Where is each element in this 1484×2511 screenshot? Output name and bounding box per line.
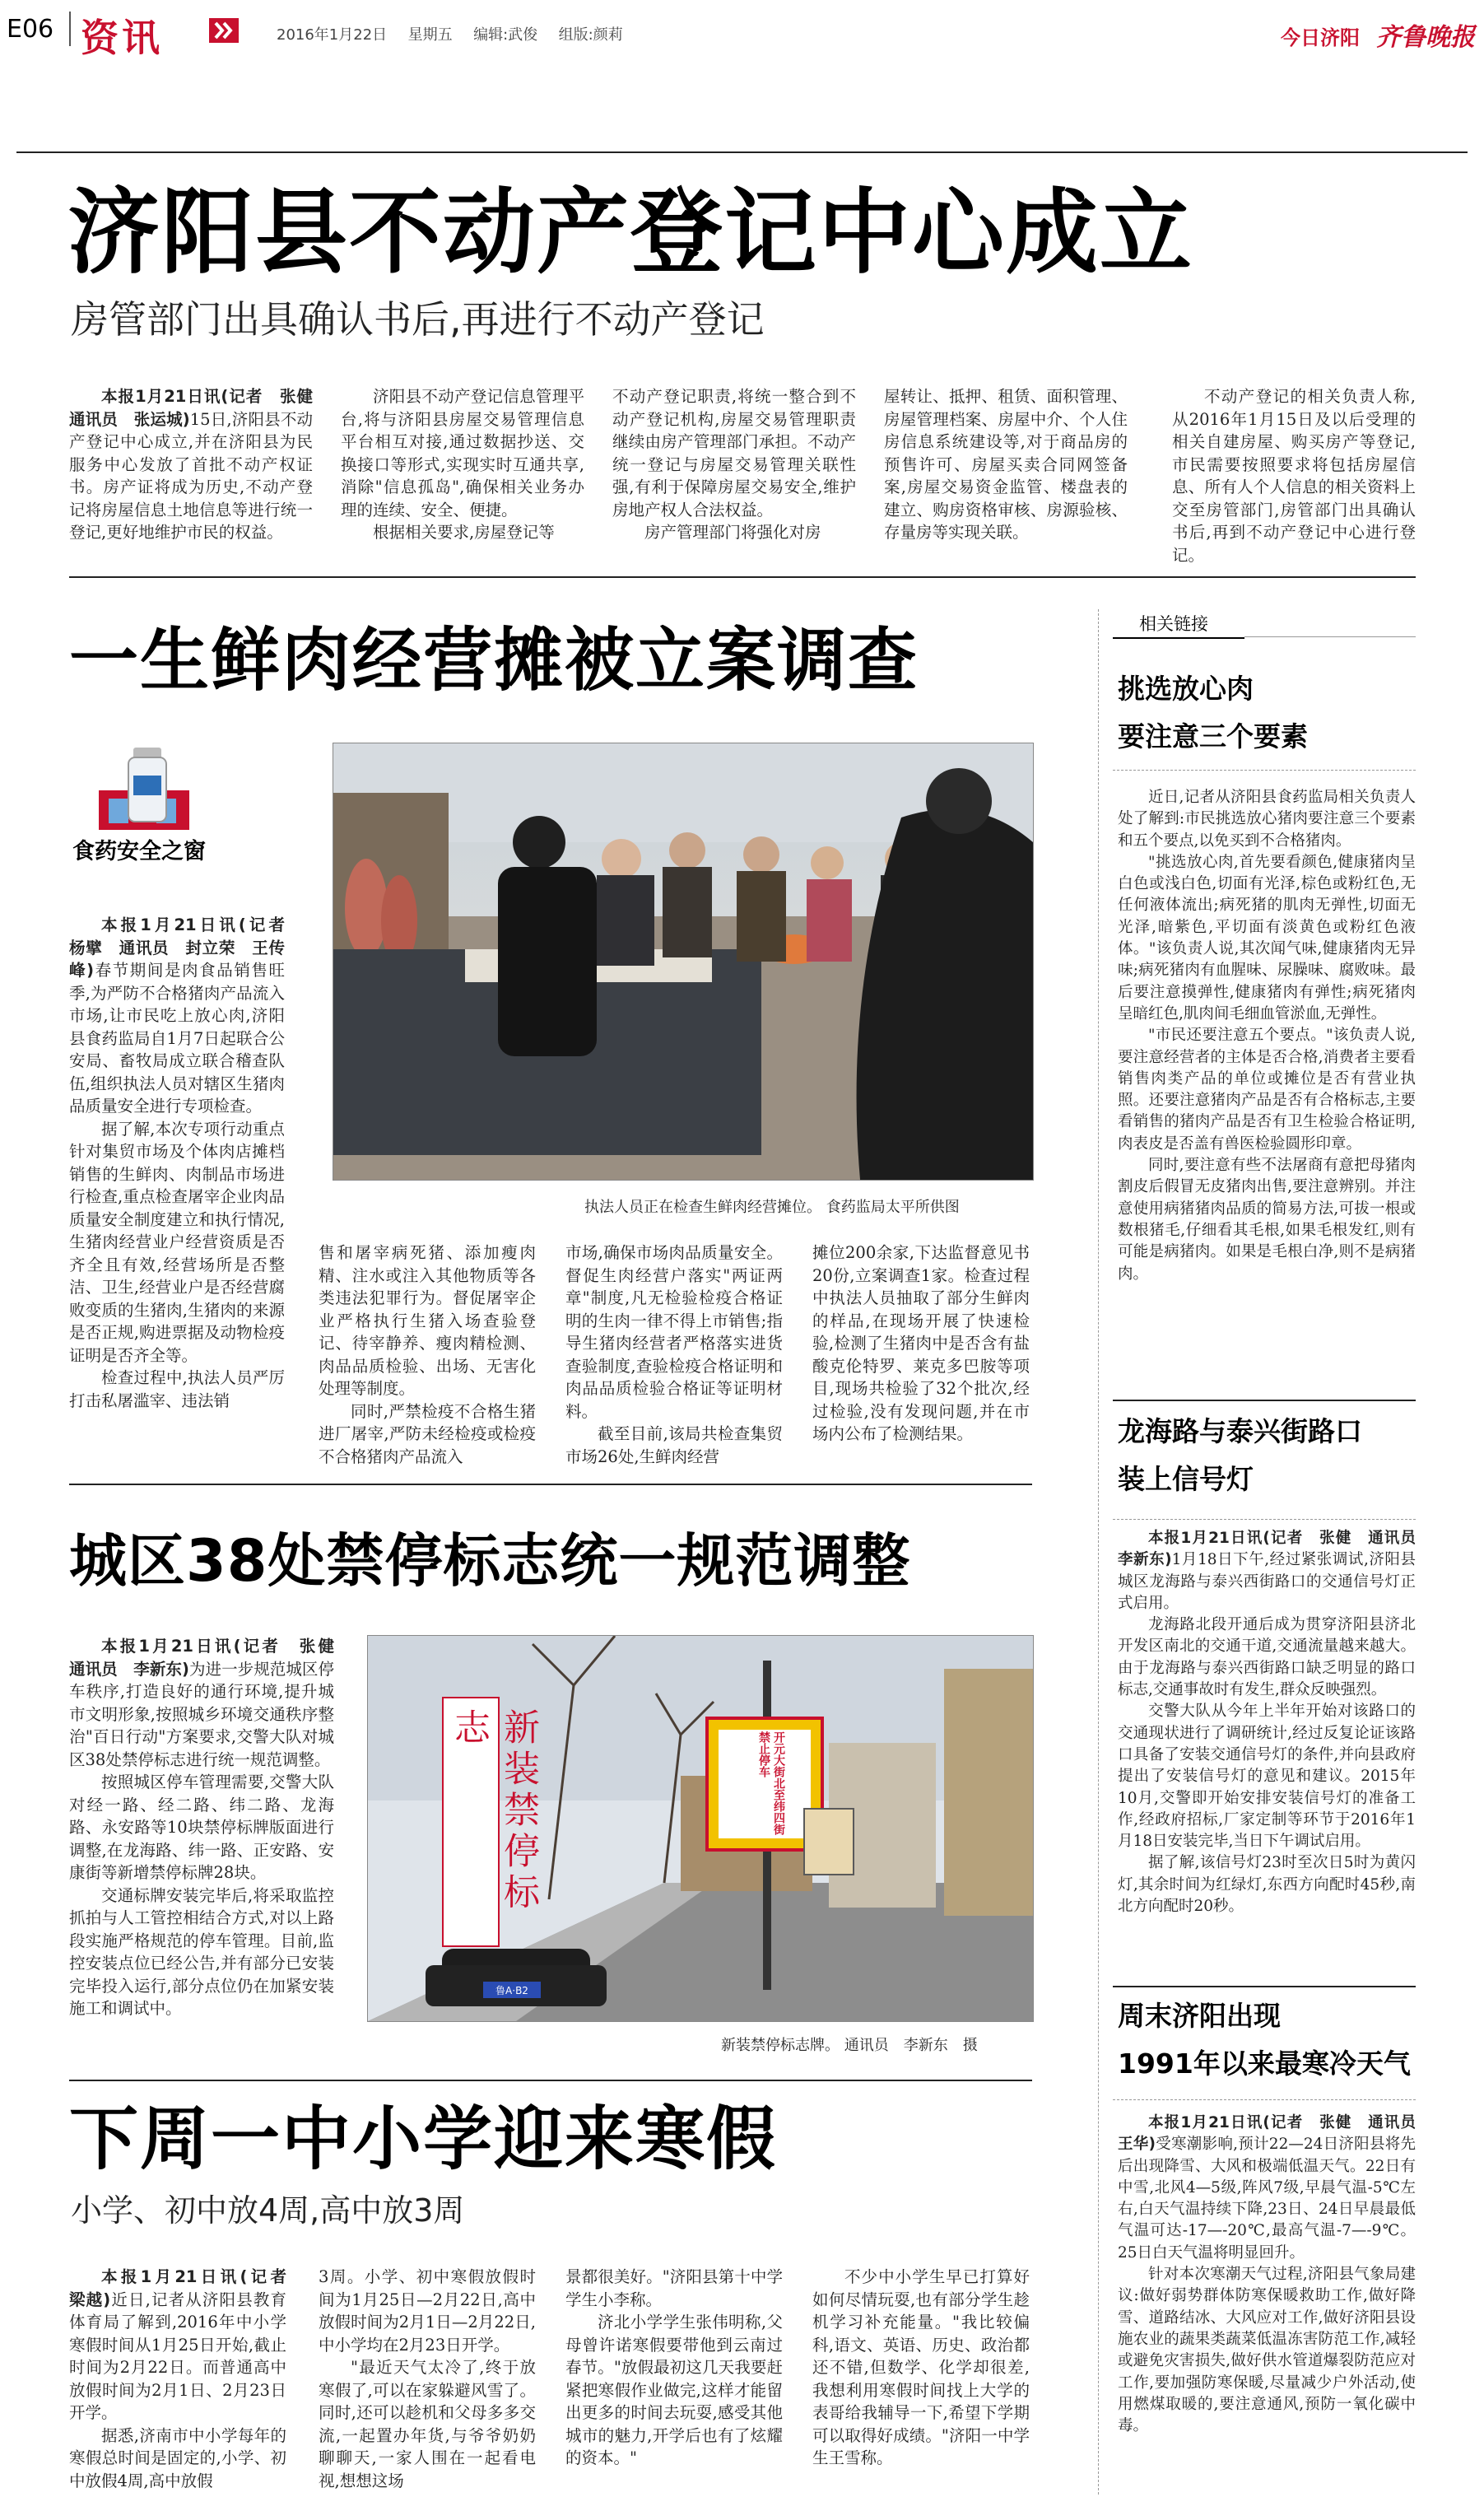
section-label: 资讯 xyxy=(81,16,163,60)
sidebar-item3-p1: 受寒潮影响,预计22—24日济阳县将先后出现降雪、大风和极端低温天气。22日有中雪,北风4—5级,阵风7级,早晨气温-5℃左右,白天气温持续下降,23日、24日早晨最低气温可达-17—-20℃,最高气温-7—-9℃。25日白天气温将明显回升。 xyxy=(1118,2136,1416,2262)
article4-text-2a: 3周。小学、初中寒假放假时间为1月25日—2月22日,高中放假时间为2月1日—2月22日,中小学均在2月23日开学。 xyxy=(319,2267,536,2355)
article4-column-2 xyxy=(319,2266,536,2492)
food-safety-icon xyxy=(71,741,219,832)
issue-date: 2016年1月22日 xyxy=(277,26,388,44)
article4-byline: 本报1月21日讯(记者 梁越) xyxy=(69,2267,303,2309)
sidebar-item2-title-line2: 装上信号灯 xyxy=(1118,1463,1254,1495)
article1-text-3a: 不动产登记职责,将统一整合到不动产登记机构,房屋交易管理职责继续由房产管理部门承担。不动产统一登记与房屋交易管理关联性强,有利于保障房屋交易安全,维护房地产权人合法权益。 xyxy=(612,387,856,519)
article2-byline: 本报1月21日讯(记者 杨擘 通讯员 封立荣 王传峰) xyxy=(69,915,301,980)
article2-headline: 一生鲜肉经营摊被立案调查 xyxy=(69,620,919,701)
sidebar-item2-p1: 1月18日下午,经过紧张调试,济阳县城区龙海路与泰兴西街路口的交通信号灯正式启用。 xyxy=(1118,1551,1416,1612)
meat-stall-photo xyxy=(333,743,1033,1180)
article1-text-2a: 济阳县不动产登记信息管理平台,将与济阳县房屋交易管理信息平台相互对接,通过数据抄送、交换接口等形式,实现实时互通共享,消除"信息孤岛",确保相关业务办理的连续、安全、便捷。 xyxy=(341,387,584,519)
article1-column-2 xyxy=(341,385,584,544)
article2-text-1a: 春节期间是肉食品销售旺季,为严防不合格猪肉产品流入市场,让市民吃上放心肉,济阳县食药监局自1月7日起联合公安局、畜牧局成立联合稽查队伍,组织执法人员对辖区生猪肉品质量安全进行专项检查。 xyxy=(69,961,285,1116)
article4-column-1 xyxy=(69,2266,303,2492)
masthead-divider xyxy=(69,12,71,46)
article2-column-1 xyxy=(69,914,301,1412)
article4-text-3b: 济北小学学生张伟明称,父母曾许诺寒假要带他到云南过春节。"放假最初这几天我要赶紧把寒假作业做完,这样才能留出更多的时间去玩耍,感受其他城市的魅力,开学后也有了炫耀的资本。" xyxy=(565,2313,783,2467)
sidebar-divider xyxy=(1098,609,1099,2495)
article2-text-2a: 售和屠宰病死猪、添加瘦肉精、注水或注入其他物质等各类违法犯罪行为。督促屠宰企业严格执行生猪入场查验登记、待宰静养、瘦肉精检测、肉品品质检验、出场、无害化处理等制度。 xyxy=(319,1243,536,1398)
sidebar-item2-body xyxy=(1118,1528,1431,1917)
article2-column-3 xyxy=(565,1242,783,1468)
article4-text-1a: 近日,记者从济阳县教育体育局了解到,2016年中小学寒假时间从1月25日开始,截止时间为2月22日。而普通高中放假时间为2月1日、2月23日开学。 xyxy=(69,2290,286,2422)
article2-column-2 xyxy=(319,1242,536,1468)
article1-column-4 xyxy=(884,385,1128,544)
article2-photo-caption: 执法人员正在检查生鲜肉经营摊位。 食药监局太平所供图 xyxy=(584,1199,960,1216)
article3-byline: 本报1月21日讯(记者 张健 通讯员 李新东) xyxy=(69,1637,351,1679)
sidebar-item3-p2: 针对本次寒潮天气过程,济阳县气象局建议:做好弱势群体防寒保暖救助工作,做好降雪、道路结冰、大风应对工作,做好济阳县设施农业的蔬果类蔬菜低温冻害防范工作,减轻或避免灾害损失,做好供水管道爆裂防范应对工作,要加强防寒保暖,尽量减少户外活动,使用燃煤取暖的,要注意通风,预防一氧化碳中毒。 xyxy=(1118,2266,1416,2435)
article4-headline: 下周一中小学迎来寒假 xyxy=(69,2099,778,2179)
article1-text-5: 不动产登记的相关负责人称,从2016年1月15日及以后受理的相关自建房屋、购买房产等登记,市民需要按照要求将包括房屋信息、所有人个人信息的相关资料上交至房管部门,房管部门出具确认书后,再到不动产登记中心进行登记。 xyxy=(1172,387,1416,565)
sidebar-item2-divider xyxy=(1113,1519,1416,1520)
article4-column-4 xyxy=(812,2266,1030,2470)
sidebar-item2-p3: 交警大队从今年上半年开始对该路口的交通现状进行了调研统计,经过反复论证该路口具备了安装交通信号灯的条件,并向县政府提出了安装信号灯的意见和建议。2015年10月,交警即开始安排安装信号灯的准备工作,经政府招标,厂家定制等环节于2016年1月18日安装完毕,当日下午调试启用。 xyxy=(1118,1703,1416,1851)
sidebar-item2-p4: 据了解,该信号灯23时至次日5时为黄闪灯,其余时间为红绿灯,东西方向配时45秒,南北方向配时20秒。 xyxy=(1118,1854,1416,1916)
food-safety-logo xyxy=(71,741,219,864)
article2-bottom-rule xyxy=(69,1484,1032,1485)
sidebar-item2-byline: 本报1月21日讯(记者 张健 通讯员 李新东) xyxy=(1118,1530,1431,1569)
article4-text-3a: 景都很美好。"济阳县第十中学学生小李称。 xyxy=(565,2267,783,2309)
sidebar-label-line xyxy=(1244,636,1416,637)
article3-text-3: 交通标牌安装完毕后,将采取监控抓拍与人工管控相结合方式,对以上路段实施严格规范的停车管理。目前,监控安装点位已经公告,并有部分已安装完毕投入运行,部分点位仍在加紧安装施工和调试中。 xyxy=(69,1885,334,2018)
sidebar-item3-title xyxy=(1118,1992,1416,2088)
sidebar-item2-bottom-rule xyxy=(1113,1986,1416,1987)
sidebar-item1-p3: "市民还要注意五个要点。"该负责人说,要注意经营者的主体是否合格,消费者主要看销售肉类产品的单位或摊位是否有营业执照。还要注意猪肉产品是否有合格标志,主要看销售的猪肉产品是否有卫生检验合格证明,肉表皮是否盖有兽医检验圆形印章。 xyxy=(1118,1027,1416,1153)
designer-credit: 组版:颜莉 xyxy=(558,26,623,44)
article3-headline: 城区38处禁停标志统一规范调整 xyxy=(69,1527,911,1595)
article3-photo-caption: 新装禁停标志牌。 通讯员 李新东 摄 xyxy=(721,2037,978,2054)
article2-text-4: 摊位200余家,下达监督意见书20份,立案调查1家。检查过程中执法人员抽取了部分生鲜肉的样品,在现场开展了快速检验,检测了生猪肉中是否含有盐酸克伦特罗、莱克多巴胺等项目,现场共检验了32个批次,经过检验,没有发现问题,并在市场内公布了检测结果。 xyxy=(812,1243,1030,1443)
section-arrow-icon xyxy=(209,18,239,43)
sidebar-item1-bottom-rule xyxy=(1113,1400,1416,1401)
sidebar-item1-title-line1: 挑选放心肉 xyxy=(1118,673,1254,705)
article4-text-1b: 据悉,济南市中小学每年的寒假总时间是固定的,小学、初中放假4周,高中放假 xyxy=(69,2425,286,2490)
article2-text-1c: 检查过程中,执法人员严厉打击私屠滥宰、违法销 xyxy=(69,1368,285,1410)
article4-text-4a: 不少中小学生早已打算好如何尽情玩耍,也有部分学生趁机学习补充能量。"我比较偏科,语文、英语、历史、政治都还不错,但数学、化学却很差,我想利用寒假时间找上大学的表哥给我辅导一下,希望下学期可以取得好成绩。"济阳一中学生王雪称。 xyxy=(812,2267,1030,2467)
paper-name: 齐鲁晚报 xyxy=(1376,23,1475,52)
sidebar-label: 相关链接 xyxy=(1139,614,1208,634)
issue-weekday: 星期五 xyxy=(407,26,453,44)
sidebar-item1-title-line2: 要注意三个要素 xyxy=(1118,720,1308,752)
article1-subtitle: 房管部门出具确认书后,再进行不动产登记 xyxy=(71,297,765,342)
article4-subtitle: 小学、初中放4周,高中放3周 xyxy=(71,2192,465,2229)
food-safety-label: 食药安全之窗 xyxy=(72,839,206,864)
article1-text-1: 15日,济阳县不动产登记中心成立,并在济阳县为民服务中心发放了首批不动产权证书。房产证将成为历史,不动产登记将房屋信息土地信息等进行统一登记,更好地维护市民的权益。 xyxy=(69,409,313,542)
article1-text-4: 屋转让、抵押、租赁、面积管理、房屋管理档案、房屋中介、个人住房信息系统建设等,对于商品房的预售许可、房屋买卖合同网签备案,房屋交易资金监管、楼盘表的建立、购房资格审核、房源验核、存量房等实现关联。 xyxy=(884,387,1128,542)
sidebar-item1-p4: 同时,要注意有些不法屠商有意把母猪肉割皮后假冒无皮猪肉出售,要注意辨别。并注意使用病猪猪肉品质的简易方法,可拔一根或数根猪毛,仔细看其毛根,如果毛根发红,则有可能是病猪肉。如果是毛根白净,则不是病猪肉。 xyxy=(1118,1157,1416,1283)
new-sign-overlay-text: 新装禁停标志 xyxy=(448,1708,539,1914)
sidebar-item3-byline: 本报1月21日讯(记者 张健 通讯员 王华) xyxy=(1118,2114,1431,2154)
article1-column-1 xyxy=(69,385,329,544)
article1-column-5 xyxy=(1172,385,1416,566)
sidebar-item3-title-line2: 1991年以来最寒冷天气 xyxy=(1118,2047,1411,2080)
article1-text-3b: 房产管理部门将强化对房 xyxy=(644,523,821,542)
column-name: 今日济阳 xyxy=(1281,26,1360,49)
article3-text-1: 为进一步规范城区停车秩序,打造良好的通行环境,提升城市文明形象,按照城乡环境交通秩序整治"百日行动"方案要求,交警大队对城区38处禁停标志进行统一规范调整。 xyxy=(69,1659,334,1769)
new-sign-overlay xyxy=(442,1697,539,1947)
no-parking-sign-text: 开元大街北至纬四街禁止停车 xyxy=(757,1731,785,1835)
article4-text-2b: "最近天气太冷了,终于放寒假了,可以在家躲避风雪了。同时,还可以趁机和父母多多交流,一起置办年货,与爷爷奶奶聊聊天,一家人围在一起看电视,想想这场 xyxy=(319,2358,536,2490)
sidebar-item2-p2: 龙海路北段开通后成为贯穿济阳县济北开发区南北的交通干道,交通流量越来越大。由于龙海路与泰兴西街路口缺乏明显的路口标志,交通事故时有发生,群众反映强烈。 xyxy=(1118,1616,1416,1699)
article1-bottom-rule xyxy=(69,576,1416,578)
sidebar-item2-title-line1: 龙海路与泰兴街路口 xyxy=(1118,1415,1362,1447)
license-plate: 鲁A·B2 xyxy=(495,1985,528,1996)
article2-column-4 xyxy=(812,1242,1030,1446)
article3-photo xyxy=(367,1635,1034,2022)
page-code: E06 xyxy=(7,15,54,44)
sidebar-item1-title xyxy=(1118,665,1414,761)
masthead-rule xyxy=(16,151,1468,153)
article3-text-2: 按照城区停车管理需要,交警大队对经一路、经二路、纬二路、龙海路、永安路等10块禁停标牌版面进行调整,在龙海路、纬一路、正安路、安康街等新增禁停标牌28块。 xyxy=(69,1773,334,1882)
sidebar-item1-p1: 近日,记者从济阳县食药监局相关负责人处了解到:市民挑选放心猪肉要注意三个要素和五个要点,以免买到不合格猪肉。 xyxy=(1118,789,1416,850)
sidebar-label-box xyxy=(1113,609,1244,639)
sidebar-item3-title-line1: 周末济阳出现 xyxy=(1118,2000,1281,2032)
sidebar-item2-title xyxy=(1118,1408,1416,1503)
sidebar-item1-body xyxy=(1118,787,1416,1285)
article3-bottom-rule xyxy=(69,2080,1032,2081)
article1-headline: 济阳县不动产登记中心成立 xyxy=(67,179,1193,287)
article2-text-1b: 据了解,本次专项行动重点针对集贸市场及个体肉店摊档销售的生鲜肉、肉制品市场进行检查,重点检查屠宰企业肉品质量安全制度建立和执行情况,生猪肉经营业户经营资质是否齐全且有效,经营场所是否整洁、卫生,经营业户是否经营腐败变质的生猪肉,生猪肉的来源是否正规,购进票据及动物检疫证明是否齐全等。 xyxy=(69,1119,285,1365)
article4-column-3 xyxy=(565,2266,783,2470)
article1-text-2b: 根据相关要求,房屋登记等 xyxy=(373,523,555,542)
article3-column xyxy=(69,1635,351,2020)
article2-text-3a: 市场,确保市场肉品质量安全。督促生肉经营户落实"两证两章"制度,凡无检验检疫合格证明的生肉一律不得上市销售;指导生猪肉经营者严格落实进货查验制度,查验检疫合格证明和肉品品质检验合格证等证明材料。 xyxy=(565,1243,783,1421)
article1-byline: 本报1月21日讯(记者 张健 通讯员 张运城) xyxy=(69,387,329,429)
article2-text-2b: 同时,严禁检疫不合格生猪进厂屠宰,严防未经检疫或检疫不合格猪肉产品流入 xyxy=(319,1401,536,1466)
article2-text-3b: 截至目前,该局共检查集贸市场26处,生鲜肉经营 xyxy=(565,1424,783,1466)
sidebar-item1-p2: "挑选放心肉,首先要看颜色,健康猪肉呈白色或浅白色,切面有光泽,棕色或粉红色,无任何液体流出;病死猪的肌肉无弹性,切面无光泽,暗紫色,平切面有淡黄色或粉红色液体。"该负责人说,其次闻气味,健康猪肉无异味;病死猪肉有血腥味、尿臊味、腐败味。最后要注意摸弹性,健康猪肉有弹性;病死猪肉呈暗红色,肌肉间毛细血管淤血,无弹性。 xyxy=(1118,853,1416,1023)
editor-credit: 编辑:武俊 xyxy=(473,26,538,44)
article1-column-3 xyxy=(612,385,856,544)
article2-photo xyxy=(333,743,1034,1181)
sidebar-item3-body xyxy=(1118,2113,1431,2437)
sidebar-item1-divider xyxy=(1113,770,1416,771)
sidebar-item3-divider xyxy=(1113,2099,1416,2100)
